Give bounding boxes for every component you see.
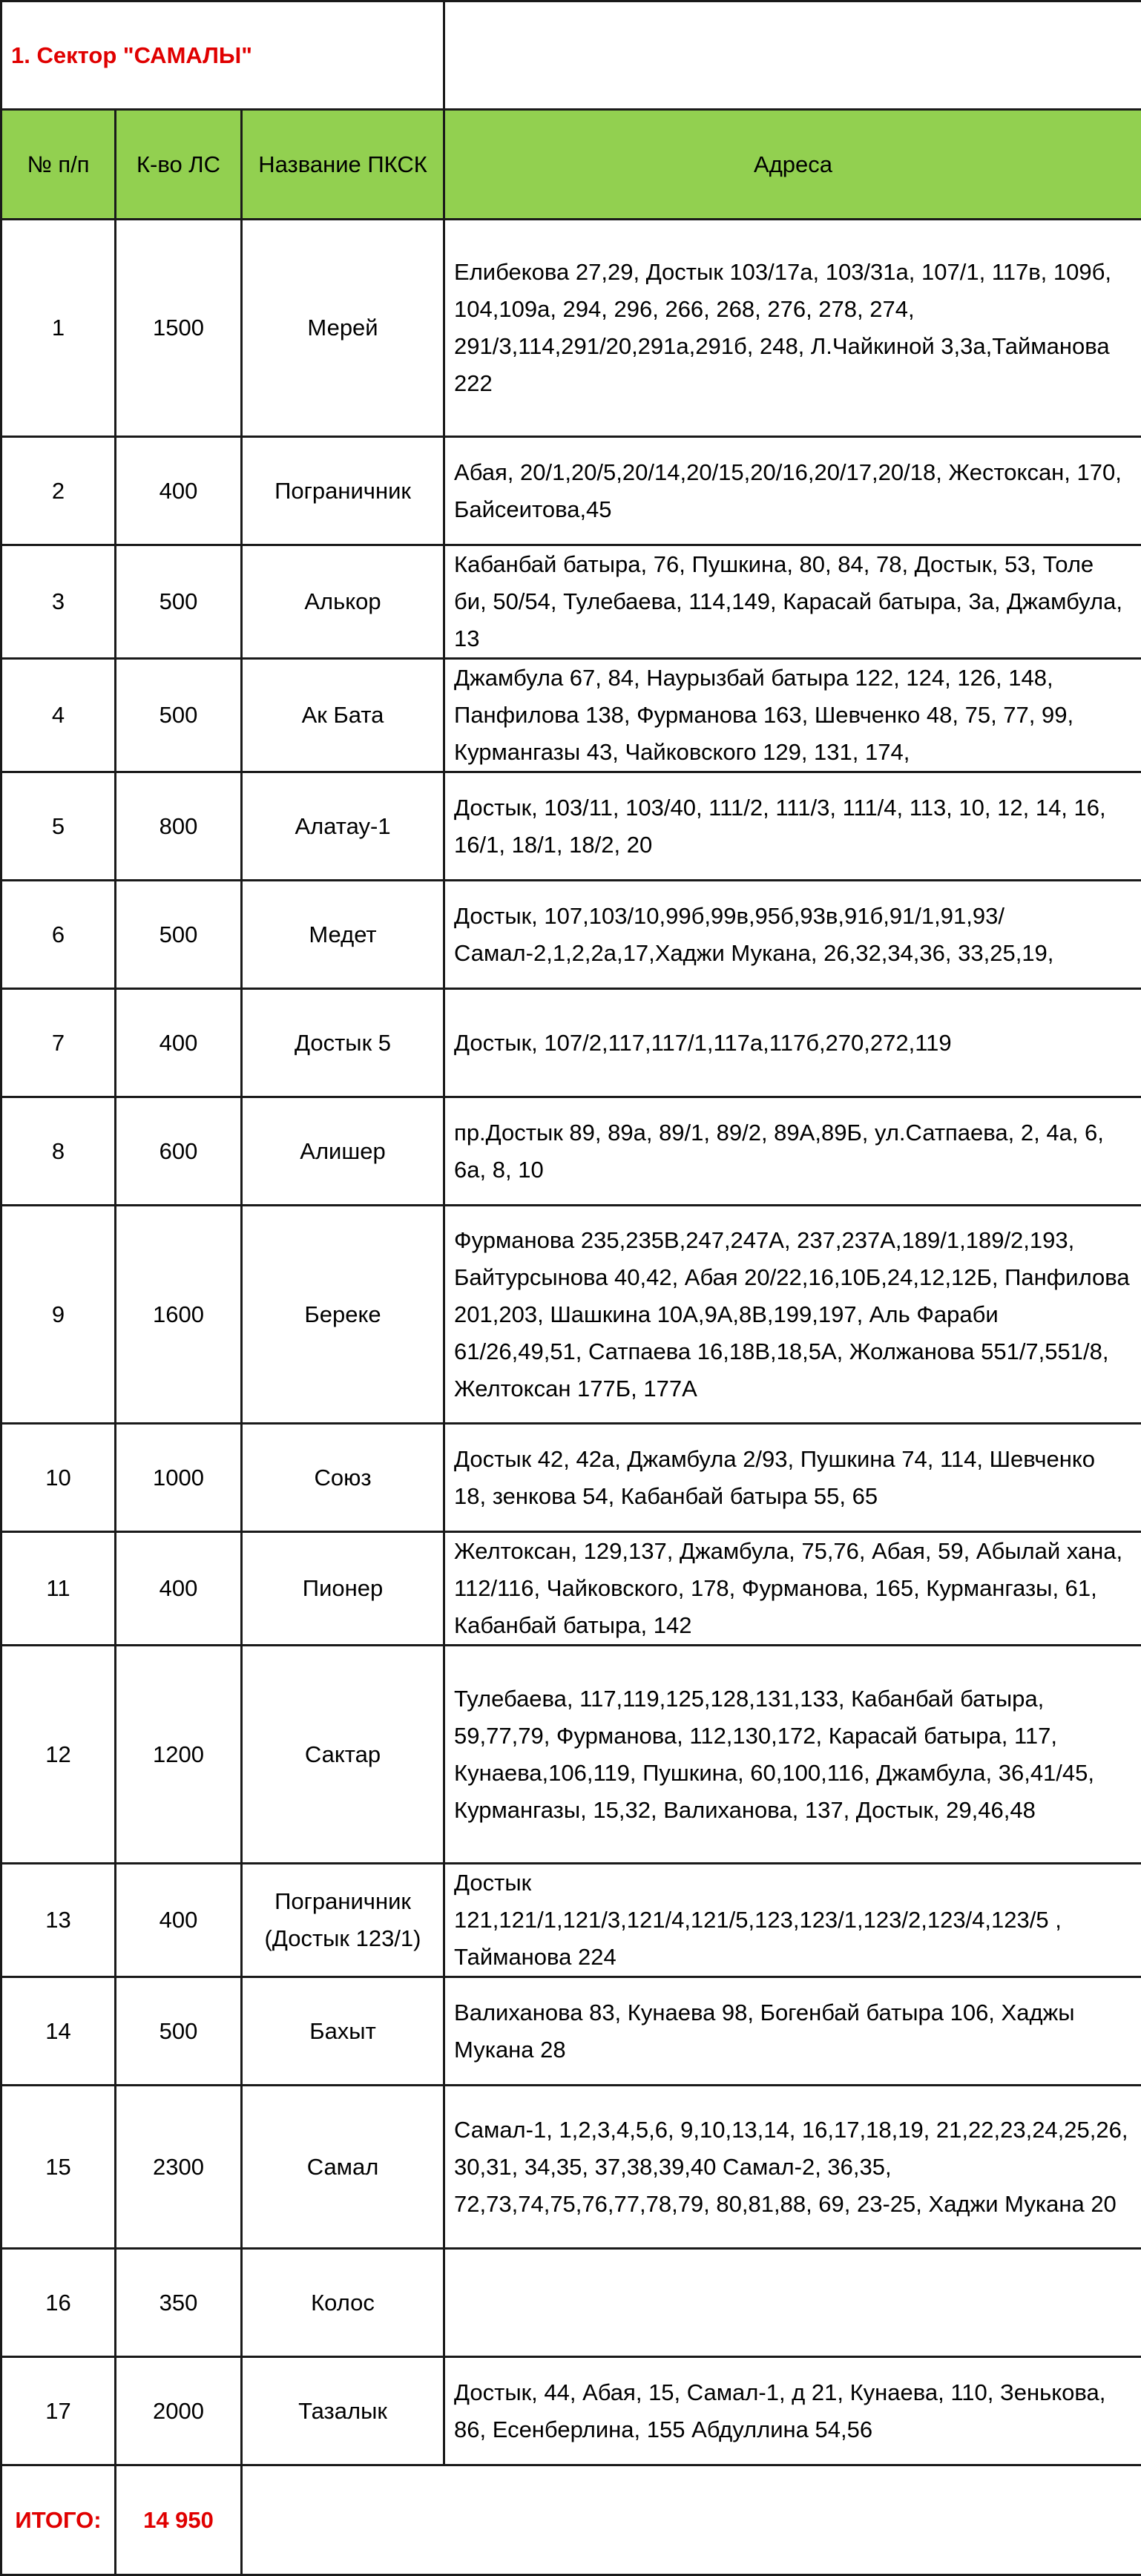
row-name: Алишер	[242, 1097, 444, 1206]
table-row	[1, 1424, 1141, 1532]
row-address: Кабанбай батыра, 76, Пушкина, 80, 84, 78, Достык, 53, Толе би, 50/54, Тулебаева, 114,149, Карасай батыра, 3а, Джамбула, 13	[444, 545, 1141, 659]
header-address: Адреса	[444, 110, 1141, 220]
row-address: Достык 121,121/1,121/3,121/4,121/5,123,123/1,123/2,123/4,123/5 , Тайманова 224	[444, 1864, 1141, 1977]
total-value: 14 950	[116, 2465, 242, 2575]
row-count: 500	[116, 545, 242, 659]
row-count: 400	[116, 1532, 242, 1646]
row-num: 16	[1, 2249, 116, 2357]
row-name: Алькор	[242, 545, 444, 659]
row-num: 12	[1, 1646, 116, 1864]
row-count: 500	[116, 881, 242, 989]
row-address: Тулебаева, 117,119,125,128,131,133, Кабанбай батыра, 59,77,79, Фурманова, 112,130,172, Карасай батыра, 117, Кунаева,106,119, Пушкина, 60,100,116, Джамбула, 36,41/45, Курмангазы, 15,32, Валиханова, 137, Достык, 29,46,48	[444, 1646, 1141, 1864]
row-name: Бахыт	[242, 1977, 444, 2086]
row-count: 1000	[116, 1424, 242, 1532]
row-address: Елибекова 27,29, Достык 103/17а, 103/31а, 107/1, 117в, 109б, 104,109а, 294, 296, 266, 268, 276, 278, 274, 291/3,114,291/20,291а,291б, 248, Л.Чайкиной 3,3а,Тайманова 222	[444, 220, 1141, 437]
table-row	[1, 881, 1141, 989]
header-row	[1, 110, 1141, 220]
row-count: 600	[116, 1097, 242, 1206]
row-address	[444, 2249, 1141, 2357]
row-num: 8	[1, 1097, 116, 1206]
table-row	[1, 989, 1141, 1097]
title-empty-cell	[444, 1, 1141, 110]
row-num: 7	[1, 989, 116, 1097]
row-num: 10	[1, 1424, 116, 1532]
row-num: 14	[1, 1977, 116, 2086]
row-address: Достык, 107,103/10,99б,99в,95б,93в,91б,91/1,91,93/ Самал-2,1,2,2а,17,Хаджи Мукана, 26,32,34,36, 33,25,19,	[444, 881, 1141, 989]
table-row	[1, 2357, 1141, 2465]
row-count: 1500	[116, 220, 242, 437]
table-row	[1, 1864, 1141, 1977]
row-num: 9	[1, 1206, 116, 1424]
row-num: 2	[1, 437, 116, 545]
row-address: Достык, 103/11, 103/40, 111/2, 111/3, 111/4, 113, 10, 12, 14, 16, 16/1, 18/1, 18/2, 20	[444, 772, 1141, 881]
table-row	[1, 545, 1141, 659]
row-name: Ак Бата	[242, 659, 444, 772]
table-row	[1, 1097, 1141, 1206]
row-num: 17	[1, 2357, 116, 2465]
row-name: Медет	[242, 881, 444, 989]
row-name: Пионер	[242, 1532, 444, 1646]
row-address: Фурманова 235,235В,247,247А, 237,237А,189/1,189/2,193, Байтурсынова 40,42, Абая 20/22,16,10Б,24,12,12Б, Панфилова 201,203, Шашкина 10А,9А,8В,199,197, Аль Фараби 61/26,49,51, Сатпаева 16,18В,18,5А, Жолжанова 551/7,551/8, Желтоксан 177Б, 177А	[444, 1206, 1141, 1424]
title-row	[1, 1, 1141, 110]
row-num: 4	[1, 659, 116, 772]
row-count: 2300	[116, 2086, 242, 2249]
sector-title: 1. Сектор "САМАЛЫ"	[1, 1, 444, 110]
row-address: Абая, 20/1,20/5,20/14,20/15,20/16,20/17,20/18, Жестоксан, 170, Байсеитова,45	[444, 437, 1141, 545]
table-row	[1, 1977, 1141, 2086]
row-name: Мерей	[242, 220, 444, 437]
row-num: 3	[1, 545, 116, 659]
row-address: Джамбула 67, 84, Наурызбай батыра 122, 124, 126, 148, Панфилова 138, Фурманова 163, Шевченко 48, 75, 77, 99, Курмангазы 43, Чайковского 129, 131, 174,	[444, 659, 1141, 772]
row-address: пр.Достык 89, 89а, 89/1, 89/2, 89А,89Б, ул.Сатпаева, 2, 4а, 6, 6а, 8, 10	[444, 1097, 1141, 1206]
table-row	[1, 1206, 1141, 1424]
table-row	[1, 772, 1141, 881]
row-count: 500	[116, 1977, 242, 2086]
row-name: Пограничник (Достык 123/1)	[242, 1864, 444, 1977]
table-row	[1, 2086, 1141, 2249]
table-row	[1, 1646, 1141, 1864]
header-name: Название ПКСК	[242, 110, 444, 220]
row-count: 400	[116, 437, 242, 545]
row-count: 2000	[116, 2357, 242, 2465]
header-count: К-во ЛС	[116, 110, 242, 220]
row-num: 1	[1, 220, 116, 437]
row-count: 400	[116, 989, 242, 1097]
row-address: Достык 42, 42а, Джамбула 2/93, Пушкина 74, 114, Шевченко 18, зенкова 54, Кабанбай батыра 55, 65	[444, 1424, 1141, 1532]
row-count: 800	[116, 772, 242, 881]
row-count: 350	[116, 2249, 242, 2357]
row-name: Алатау-1	[242, 772, 444, 881]
row-name: Колос	[242, 2249, 444, 2357]
row-name: Союз	[242, 1424, 444, 1532]
row-count: 1200	[116, 1646, 242, 1864]
row-address: Валиханова 83, Кунаева 98, Богенбай батыра 106, Хаджы Мукана 28	[444, 1977, 1141, 2086]
table-row	[1, 1532, 1141, 1646]
row-name: Тазалык	[242, 2357, 444, 2465]
row-num: 5	[1, 772, 116, 881]
row-address: Самал-1, 1,2,3,4,5,6, 9,10,13,14, 16,17,18,19, 21,22,23,24,25,26, 30,31, 34,35, 37,38,39,40 Самал-2, 36,35, 72,73,74,75,76,77,78,79, 80,81,88, 69, 23-25, Хаджи Мукана 20	[444, 2086, 1141, 2249]
row-name: Сактар	[242, 1646, 444, 1864]
row-name: Береке	[242, 1206, 444, 1424]
table-row	[1, 437, 1141, 545]
table-row	[1, 659, 1141, 772]
row-num: 13	[1, 1864, 116, 1977]
header-num: № п/п	[1, 110, 116, 220]
row-address: Достык, 44, Абая, 15, Самал-1, д 21, Кунаева, 110, Зенькова, 86, Есенберлина, 155 Абдуллина 54,56	[444, 2357, 1141, 2465]
table-row	[1, 2249, 1141, 2357]
table-row	[1, 220, 1141, 437]
total-empty-cell	[242, 2465, 1141, 2575]
row-address: Достык, 107/2,117,117/1,117а,117б,270,272,119	[444, 989, 1141, 1097]
row-name: Пограничник	[242, 437, 444, 545]
row-name: Достык 5	[242, 989, 444, 1097]
row-num: 11	[1, 1532, 116, 1646]
total-label: ИТОГО:	[1, 2465, 116, 2575]
row-num: 6	[1, 881, 116, 989]
row-count: 400	[116, 1864, 242, 1977]
total-row	[1, 2465, 1141, 2575]
row-count: 1600	[116, 1206, 242, 1424]
row-count: 500	[116, 659, 242, 772]
row-address: Желтоксан, 129,137, Джамбула, 75,76, Абая, 59, Абылай хана, 112/116, Чайковского, 178, Фурманова, 165, Курмангазы, 61, Кабанбай батыра, 142	[444, 1532, 1141, 1646]
row-num: 15	[1, 2086, 116, 2249]
row-name: Самал	[242, 2086, 444, 2249]
